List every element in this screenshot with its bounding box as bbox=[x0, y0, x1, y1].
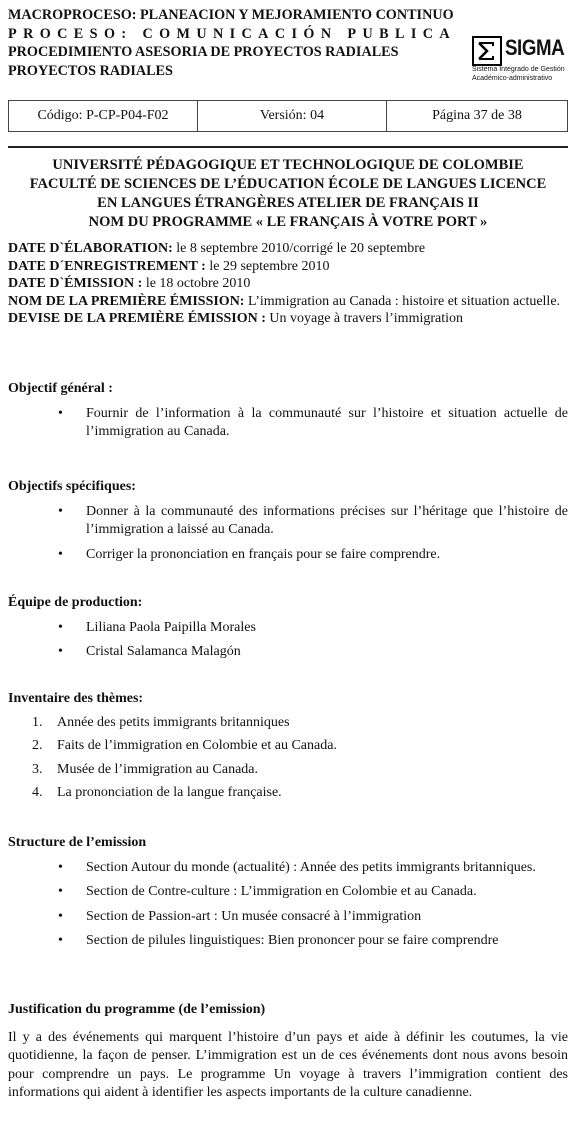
version-cell: Versión: 04 bbox=[198, 101, 387, 131]
list-item: • Section de Passion-art : Un musée consacré à l’immigration bbox=[58, 908, 422, 924]
header-divider bbox=[8, 146, 568, 148]
list-item: 1. Année des petits immigrants britanniques bbox=[32, 714, 290, 730]
macroproceso-line: MACROPROCESO: PLANEACION Y MEJORAMIENTO CONTINUO bbox=[8, 7, 454, 23]
list-item: • Liliana Paola Paipilla Morales bbox=[58, 619, 256, 635]
list-item: 4. La prononciation de la langue française. bbox=[32, 785, 282, 800]
document-info-table bbox=[8, 100, 568, 132]
list-item: • Cristal Salamanca Malagón bbox=[58, 644, 241, 659]
proyectos-line: PROYECTOS RADIALES bbox=[8, 62, 173, 79]
section-heading: Inventaire des thèmes: bbox=[8, 691, 144, 706]
logo-name: SIGMA bbox=[505, 35, 565, 60]
sigma-logo bbox=[472, 36, 564, 88]
list-item: • Section de pilules linguistiques: Bien prononcer pour se faire comprendre bbox=[58, 933, 499, 948]
justification-paragraph: Il y a des événements qui marquent l’histoire d’un pays et aide à définir les coutumes, la vie quotidienne, la façon de penser. L’immigration est un de ces événements dont nous avons besoin pour comprendre un pays. Le programme Un voyage à travers l’immigration contient des informations qui aident à identifier les aspects importants de la culture canadienne. bbox=[8, 1029, 568, 1100]
codigo-cell: Código: P-CP-P04-F02 bbox=[9, 101, 198, 131]
pagina-cell: Página 37 de 38 bbox=[432, 108, 522, 123]
document-header bbox=[8, 6, 458, 80]
objectif-general-section bbox=[8, 380, 568, 442]
list-item: • Corriger la prononciation en français pour se faire comprendre. bbox=[58, 546, 441, 562]
justification-section bbox=[8, 1001, 568, 1103]
logo-subtitle: Sistema Integrado de Gestión Académico-administrativo bbox=[472, 66, 565, 82]
section-heading: Justification du programme (de l’emission) bbox=[8, 1002, 266, 1017]
list-item: 3. Musée de l’immigration au Canada. bbox=[32, 761, 258, 777]
section-heading: Objectifs spécifiques: bbox=[8, 479, 136, 494]
structure-section bbox=[8, 834, 568, 951]
list-item: 2. Faits de l’immigration en Colombie et au Canada. bbox=[32, 738, 337, 753]
document-title: UNIVERSITÉ PÉDAGOGIQUE ET TECHNOLOGIQUE DE COLOMBIE FACULTÉ DE SCIENCES DE L’ÉDUCATION ÉCOLE DE LANGUES LICENCE EN LANGUES ÉTRANGÈRES ATELIER DE FRANÇAIS II NOM DU PROGRAMME « LE FRANÇAIS À VOTRE PORT » bbox=[29, 157, 547, 230]
list-item: • Section Autour du monde (actualité) : Année des petits immigrants britanniques. bbox=[58, 859, 536, 875]
list-item: • Fournir de l’information à la communauté sur l’histoire et situation actuelle de l’immigration au Canada. bbox=[58, 405, 568, 439]
section-heading: Structure de l’emission bbox=[8, 835, 147, 850]
list-item: • Donner à la communauté des informations précises sur l’héritage que l’histoire de l’immigration a laissé au Canada. bbox=[58, 503, 568, 537]
program-metadata: DATE D`ÉLABORATION: le 8 septembre 2010/corrigé le 20 septembre DATE D´ENREGISTREMENT : le 29 septembre 2010 DATE D`ÉMISSION : le 18 octobre 2010 NOM DE LA PREMIÈRE ÉMISSION: L’immigration au Canada : histoire et situation actuelle. DEVISE DE LA PREMIÈRE ÉMISSION : Un voyage à travers l’immigration bbox=[8, 241, 561, 326]
proceso-line: PROCESO: COMUNICACIÓN PUBLICA bbox=[8, 25, 457, 42]
objectifs-specifiques-section bbox=[8, 478, 568, 564]
procedimiento-line: PROCEDIMIENTO ASESORIA DE PROYECTOS RADIALES bbox=[8, 44, 399, 60]
sigma-symbol-icon bbox=[472, 36, 502, 66]
list-item: • Section de Contre-culture : L’immigration en Colombie et au Canada. bbox=[58, 884, 477, 899]
inventaire-section bbox=[8, 690, 568, 803]
equipe-section bbox=[8, 594, 568, 662]
section-heading: Équipe de production: bbox=[8, 595, 143, 610]
section-heading: Objectif général : bbox=[8, 381, 113, 396]
